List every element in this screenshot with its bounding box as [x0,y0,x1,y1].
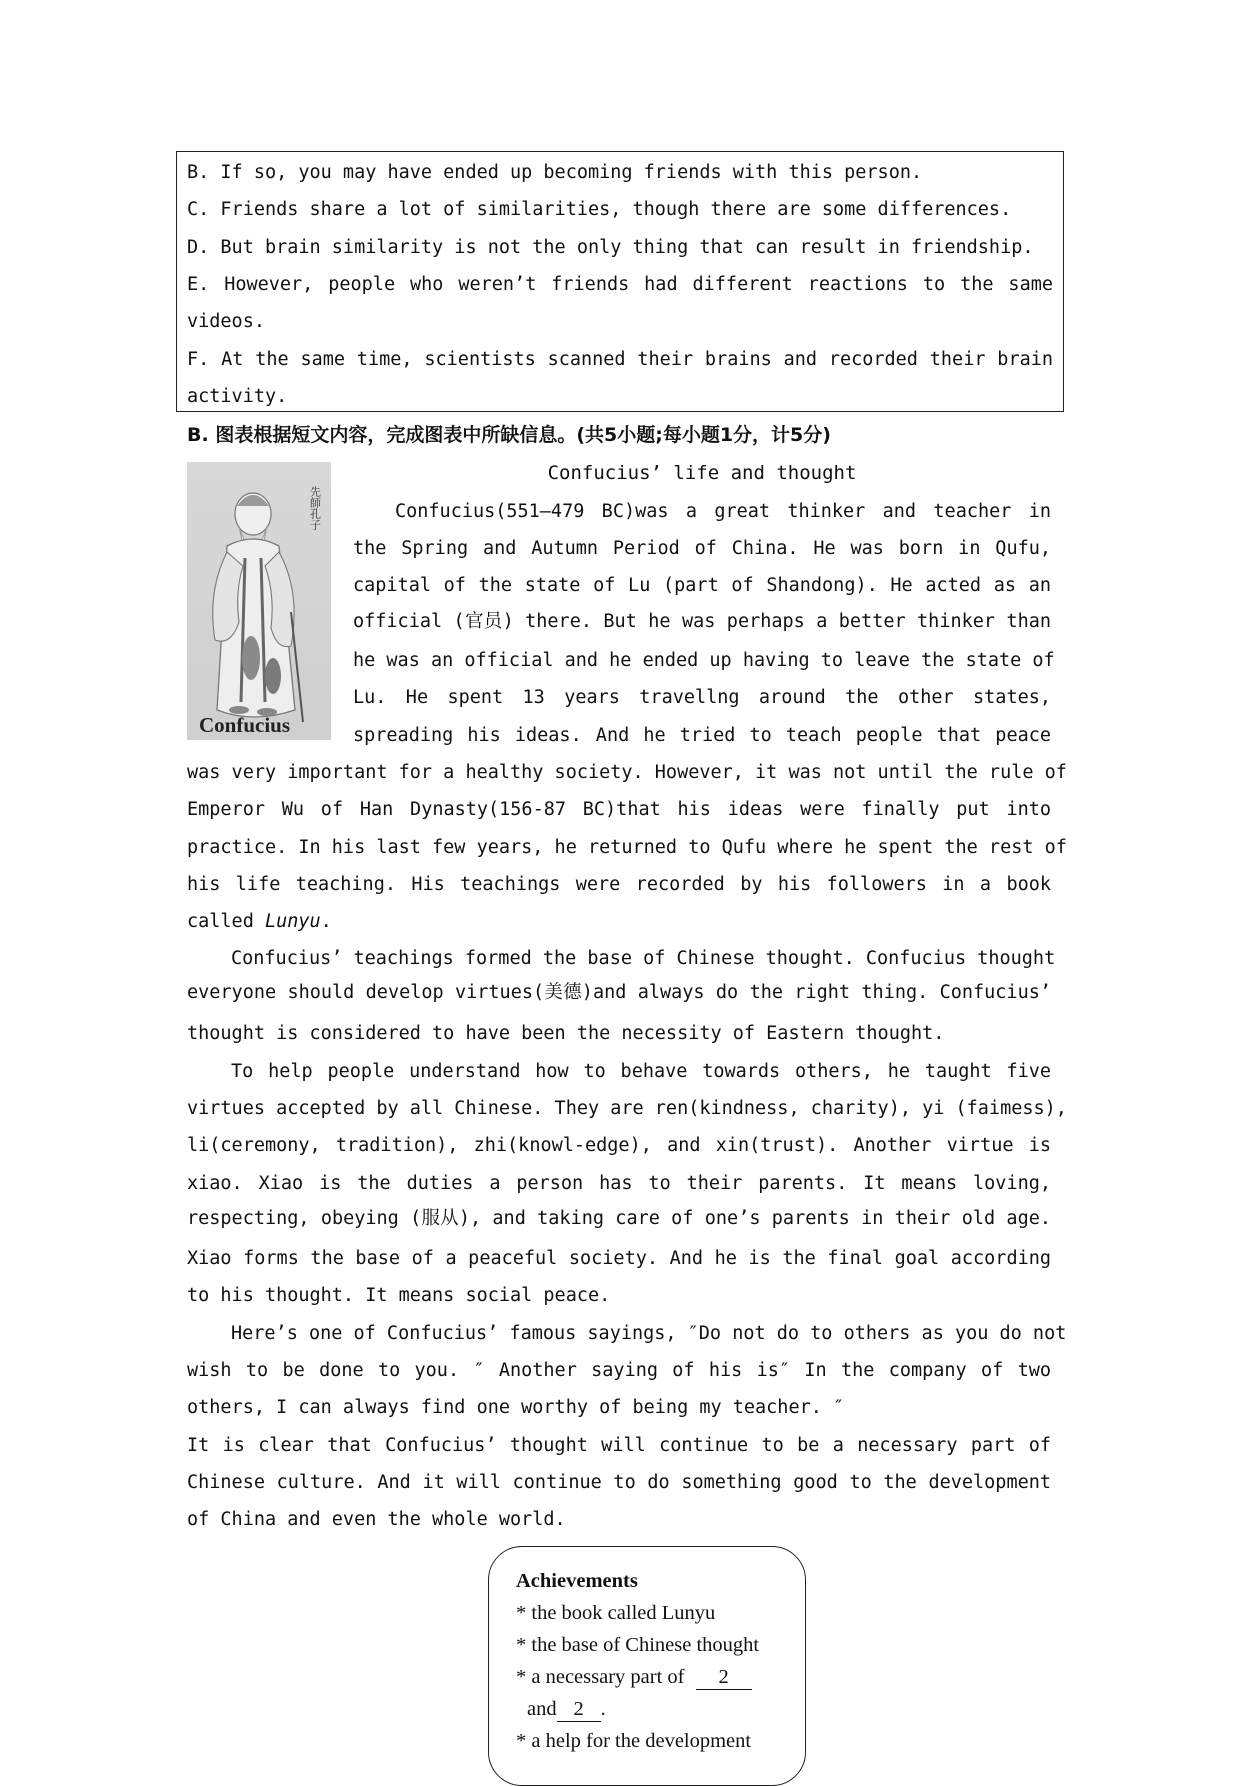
para1-line9: Emperor Wu of Han Dynasty(156-87 BC)that his ideas were finally put into [187,799,1051,820]
para1-line2: the Spring and Autumn Period of China. He was born in Qufu, [353,538,1051,559]
achievement-item-3b-end: . [600,1698,606,1720]
option-d: D. But brain similarity is not the only thing that can result in friendship. [187,237,1034,258]
para3-line6: Xiao forms the base of a peaceful society. And he is the final goal according [187,1248,1051,1269]
answer-blank-b[interactable]: 2 [557,1698,601,1722]
portrait-caption: Confucius [199,713,291,737]
article-title: Confucius’ life and thought [547,462,857,484]
option-e: E. However, people who weren’t friends had different reactions to the same [187,274,1053,295]
achievements-title: Achievements [516,1570,638,1592]
option-c: C. Friends share a lot of similarities, though there are some differences. [187,199,1012,220]
para4-line2: wish to be done to you. ″ Another saying of his is″ In the company of two [187,1360,1051,1381]
para1-line6: Lu. He spent 13 years travellng around the other states, [353,687,1051,708]
achievement-item-1: * the book called Lunyu [516,1602,716,1624]
para3-line7: to his thought. It means social peace. [187,1285,611,1306]
para3-line4: xiao. Xiao is the duties a person has to their parents. It means loving, [187,1173,1051,1194]
book-title-lunyu: Lunyu [264,911,321,932]
para1-line8: was very important for a healthy society. However, it was not until the rule of [187,762,1067,783]
achievement-item-3b [527,1698,606,1722]
option-f-cont: activity. [187,386,288,407]
option-e-cont: videos. [187,311,265,332]
para2-line3: thought is considered to have been the necessity of Eastern thought. [187,1023,945,1044]
achievement-item-4: * a help for the development [516,1730,752,1752]
achievement-item-3 [516,1666,752,1690]
para5-line2: Chinese culture. And it will continue to do something good to the development [187,1472,1051,1493]
answer-blank-a[interactable]: 2 [696,1666,752,1690]
achievement-item-3-text: * a necessary part of [516,1666,685,1688]
para1-line1: Confucius(551—479 BC)was a great thinker and teacher in [395,501,1051,522]
para1-line3: capital of the state of Lu (part of Shandong). He acted as an [353,575,1051,596]
para1-line5: he was an official and he ended up having to leave the state of [353,650,1055,671]
para4-line1: Here’s one of Confucius’ famous sayings, ″Do not do to others as you do not [231,1323,1067,1344]
para3-line5: respecting, obeying (服从), and taking care of one’s parents in their old age. [187,1208,1051,1229]
portrait-seal-text: 先師孔子 [308,486,322,530]
achievement-item-2: * the base of Chinese thought [516,1634,760,1656]
para3-line1: To help people understand how to behave towards others, he taught five [231,1061,1051,1082]
para1-line12-end: . [320,911,332,932]
achievement-item-3b-text: and [527,1698,557,1720]
para1-line12 [187,910,1051,934]
para4-line3: others, I can always find one worthy of being my teacher. ″ [187,1397,845,1418]
para5-line3: of China and even the whole world. [187,1509,566,1530]
options-box [176,151,1064,412]
para2-line1: Confucius’ teachings formed the base of Chinese thought. Confucius thought [231,948,1056,969]
confucius-portrait [187,462,331,740]
para1-line10: practice. In his last few years, he returned to Qufu where he spent the rest of [187,837,1067,858]
para2-line2: everyone should develop virtues(美德)and always do the right thing. Confucius’ [187,982,1051,1003]
option-b: B. If so, you may have ended up becoming friends with this person. [187,162,923,183]
section-heading: B. 图表根据短文内容，完成图表中所缺信息。(共5小题;每小题1分，计5分) [187,424,831,446]
achievements-box [488,1546,806,1786]
para3-line2: virtues accepted by all Chinese. They are ren(kindness, charity), yi (faimess), [187,1098,1067,1119]
para3-line3: li(ceremony, tradition), zhi(knowl-edge), and xin(trust). Another virtue is [187,1135,1051,1156]
portrait-illustration [187,462,331,740]
option-f: F. At the same time, scientists scanned their brains and recorded their brain [187,349,1053,370]
para5-line1: It is clear that Confucius’ thought will continue to be a necessary part of [187,1435,1051,1456]
para1-line11: his life teaching. His teachings were recorded by his followers in a book [187,874,1051,895]
para1-line7: spreading his ideas. And he tried to teach people that peace [353,725,1051,746]
para1-line12-text: called [187,911,265,932]
para1-line4: official (官员) there. But he was perhaps a better thinker than [353,611,1051,632]
